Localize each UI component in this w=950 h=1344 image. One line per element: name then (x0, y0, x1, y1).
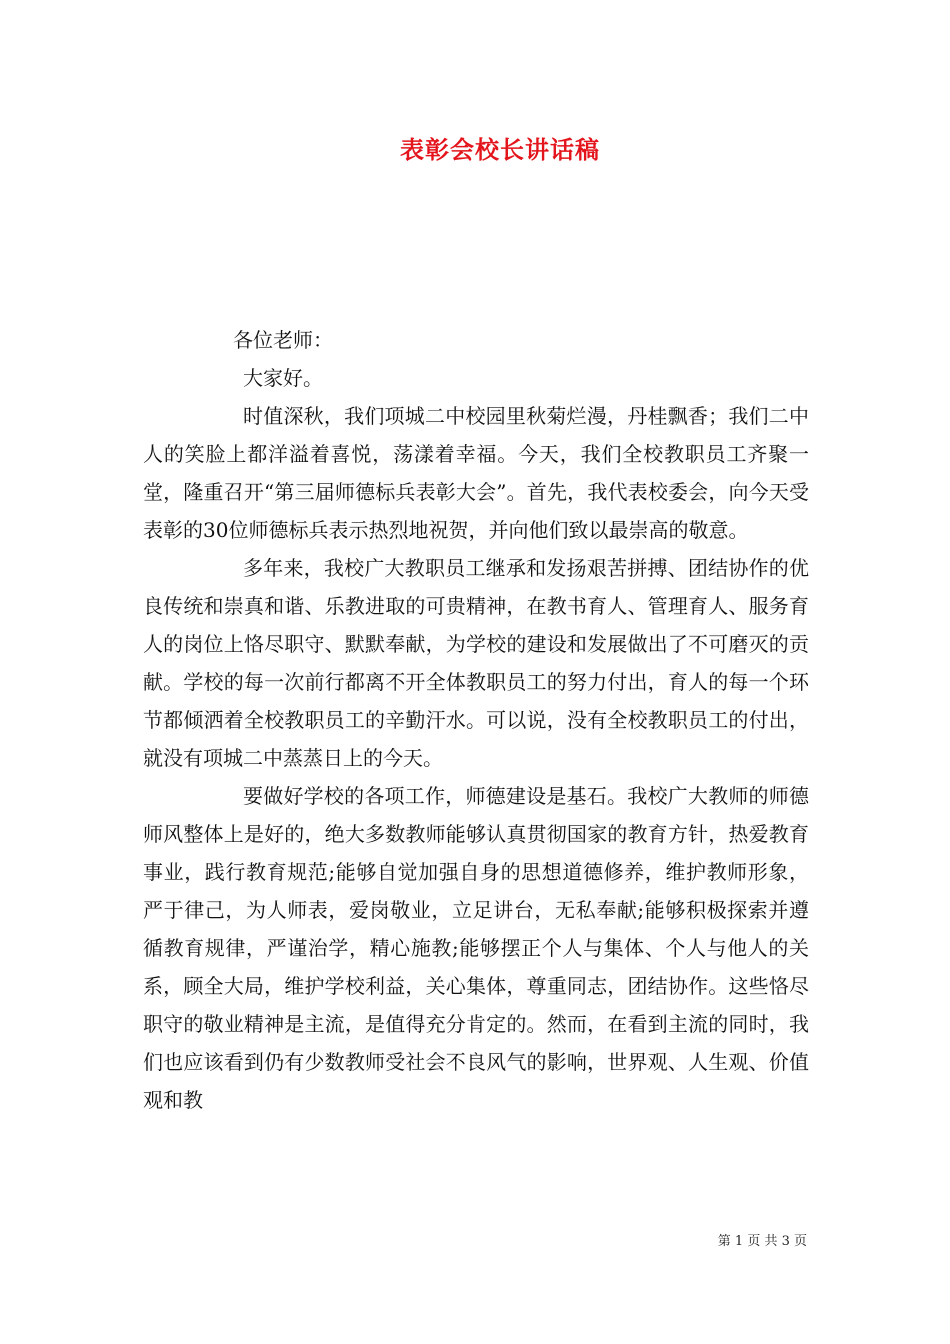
document-body (143, 321, 809, 1119)
paragraph-3: 要做好学校的各项工作，师德建设是基石。我校广大教师的师德师风整体上是好的，绝大多数教师能够认真贯彻国家的教育方针，热爱教育事业，践行教育规范;能够自觉加强自身的思想道德修养，维护教师形象，严于律己，为人师表，爱岗敬业，立足讲台，无私奉献;能够积极探索并遵循教育规律，严谨治学，精心施教;能够摆正个人与集体、个人与他人的关系，顾全大局，维护学校利益，关心集体，尊重同志，团结协作。这些恪尽职守的敬业精神是主流，是值得充分肯定的。然而，在看到主流的同时，我们也应该看到仍有少数教师受社会不良风气的影响，世界观、人生观、价值观和教 (143, 784, 809, 1112)
salutation: 各位老师： (233, 328, 333, 352)
document-title: 表彰会校长讲话稿 (400, 135, 600, 164)
greeting: 大家好。 (243, 366, 323, 390)
paragraph-2: 多年来，我校广大教职员工继承和发扬艰苦拼搏、团结协作的优良传统和崇真和谐、乐教进取的可贵精神，在教书育人、管理育人、服务育人的岗位上恪尽职守、默默奉献，为学校的建设和发展做出了不可磨灭的贡献。学校的每一次前行都离不开全体教职员工的努力付出，育人的每一个环节都倾洒着全校教职员工的辛勤汗水。可以说，没有全校教职员工的付出，就没有项城二中蒸蒸日上的今天。 (143, 556, 809, 770)
page-number-footer: 第 1 页 共 3 页 (717, 1234, 807, 1249)
paragraph-1: 时值深秋，我们项城二中校园里秋菊烂漫，丹桂飘香；我们二中人的笑脸上都洋溢着喜悦，荡漾着幸福。今天，我们全校教职员工齐聚一堂，隆重召开“第三届师德标兵表彰大会”。首先，我代表校委会，向今天受表彰的30位师德标兵表示热烈地祝贺，并向他们致以最崇高的敬意。 (143, 404, 809, 542)
